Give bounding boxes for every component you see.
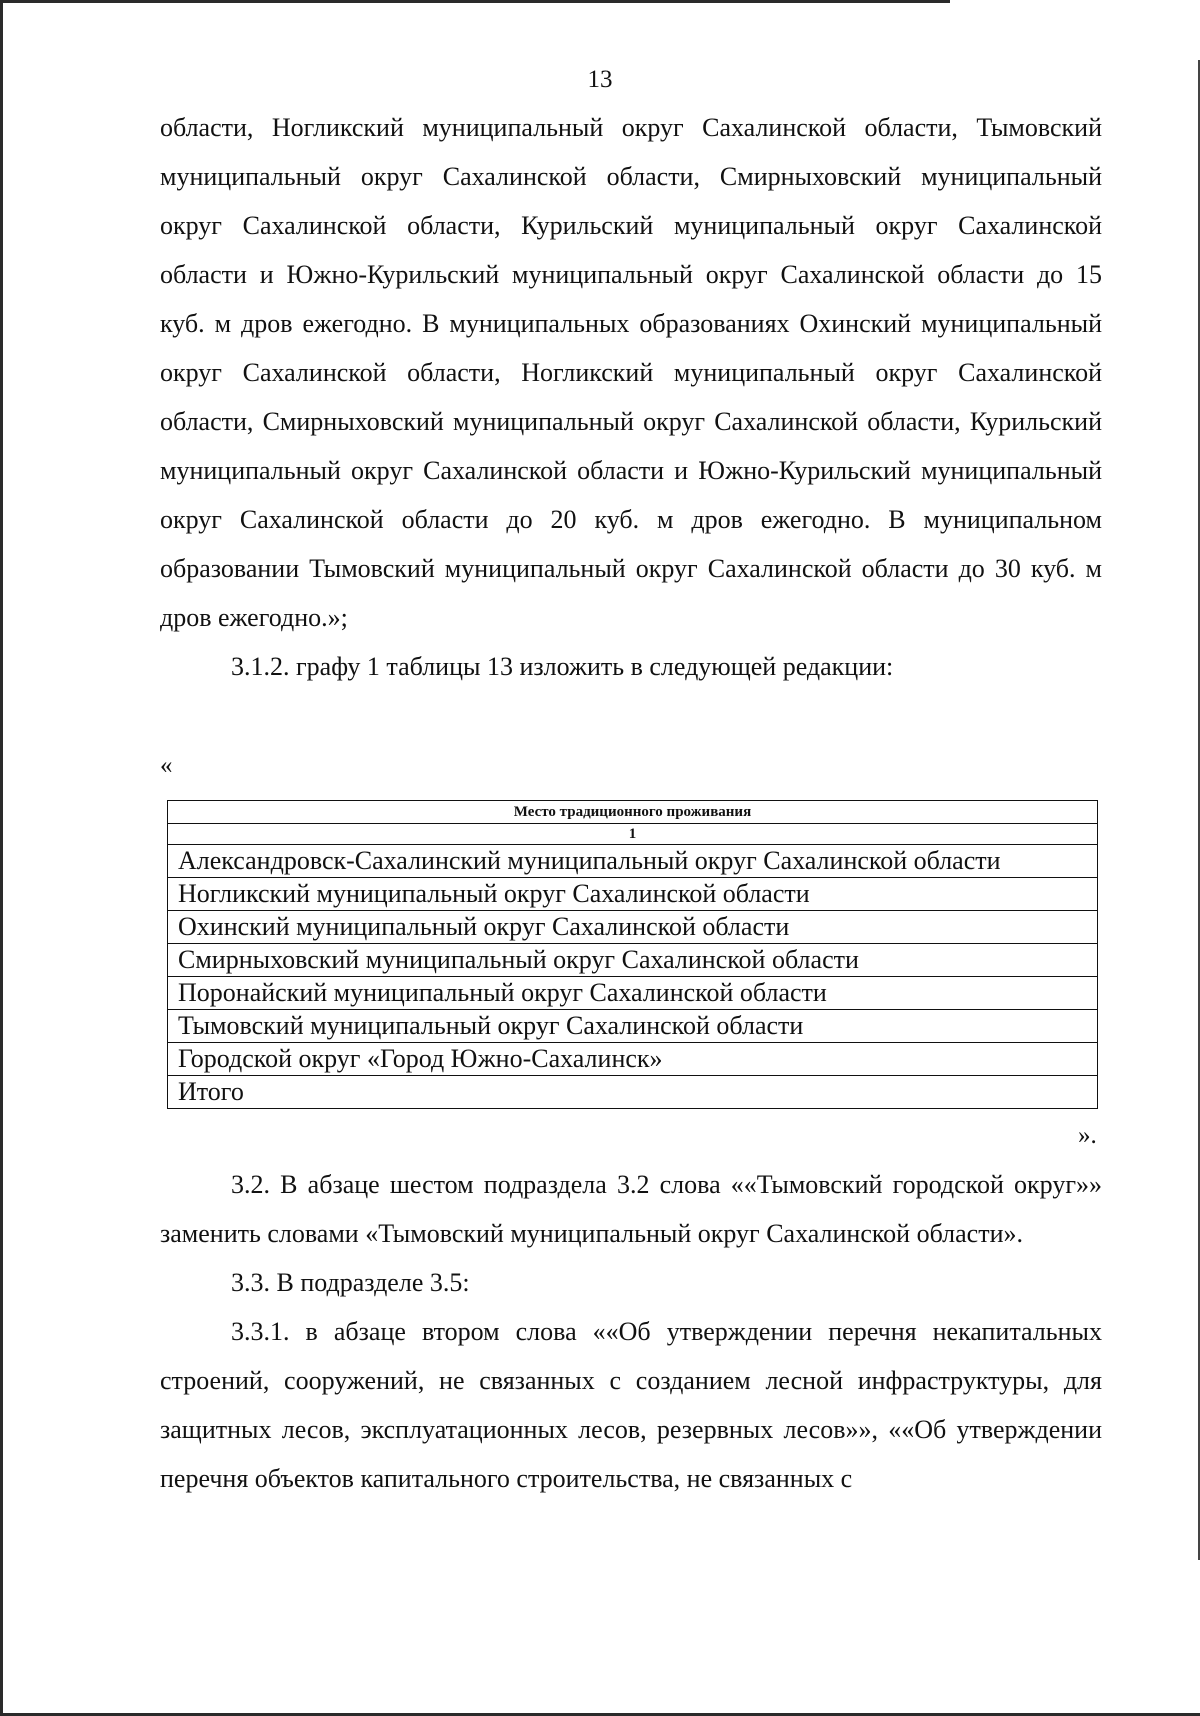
table-row: Тымовский муниципальный округ Сахалинской области bbox=[168, 1010, 1098, 1043]
table-row: Ногликский муниципальный округ Сахалинской области bbox=[168, 878, 1098, 911]
quote-open-mark: « bbox=[160, 752, 173, 779]
text-block-bottom bbox=[160, 1160, 1102, 1503]
table-column-number: 1 bbox=[168, 824, 1098, 845]
page-number: 13 bbox=[587, 66, 613, 93]
quote-close-mark: ». bbox=[1078, 1122, 1097, 1149]
table-row-total: Итого bbox=[168, 1076, 1098, 1109]
scan-edge-left bbox=[0, 0, 3, 1716]
table-row: Александровск-Сахалинский муниципальный округ Сахалинской области bbox=[168, 845, 1098, 878]
paragraph-3-3: 3.3. В подразделе 3.5: bbox=[231, 1268, 470, 1297]
table-row: Городской округ «Город Южно-Сахалинск» bbox=[168, 1043, 1098, 1076]
paragraph-3-3-1: 3.3.1. в абзаце втором слова ««Об утверждении перечня некапитальных строений, сооружений, не связанных с созданием лесной инфраструктуры, для защитных лесов, эксплуатационных лесов, резервных лесов»», ««Об утверждении перечня объектов капитального строительства, не связанных с bbox=[160, 1317, 1102, 1493]
table-row: Поронайский муниципальный округ Сахалинской области bbox=[168, 977, 1098, 1010]
residence-table bbox=[167, 800, 1098, 1109]
paragraph-continuation: области, Ногликский муниципальный округ Сахалинской области, Тымовский муниципальный округ Сахалинской области, Смирныховский муниципальный округ Сахалинской области, Курильский муниципальный округ Сахалинской области и Южно-Курильский муниципальный округ Сахалинской области до 15 куб. м дров ежегодно. В муниципальных образованиях Охинский муниципальный округ Сахалинской области, Ногликский муниципальный округ Сахалинской области, Смирныховский муниципальный округ Сахалинской области, Курильский муниципальный округ Сахалинской области и Южно-Курильский муниципальный округ Сахалинской области до 20 куб. м дров ежегодно. В муниципальном образовании Тымовский муниципальный округ Сахалинской области до 30 куб. м дров ежегодно.»; bbox=[160, 113, 1102, 632]
table-header: Место традиционного проживания bbox=[168, 801, 1098, 824]
table-row: Охинский муниципальный округ Сахалинской области bbox=[168, 911, 1098, 944]
paragraph-table-instruction: 3.1.2. графу 1 таблицы 13 изложить в следующей редакции: bbox=[231, 652, 894, 681]
table-row: Смирныховский муниципальный округ Сахалинской области bbox=[168, 944, 1098, 977]
paragraph-3-2: 3.2. В абзаце шестом подраздела 3.2 слова ««Тымовский городской округ»» заменить словами «Тымовский муниципальный округ Сахалинской области». bbox=[160, 1170, 1102, 1248]
text-block-top bbox=[160, 103, 1102, 691]
scan-edge-top bbox=[0, 0, 950, 3]
